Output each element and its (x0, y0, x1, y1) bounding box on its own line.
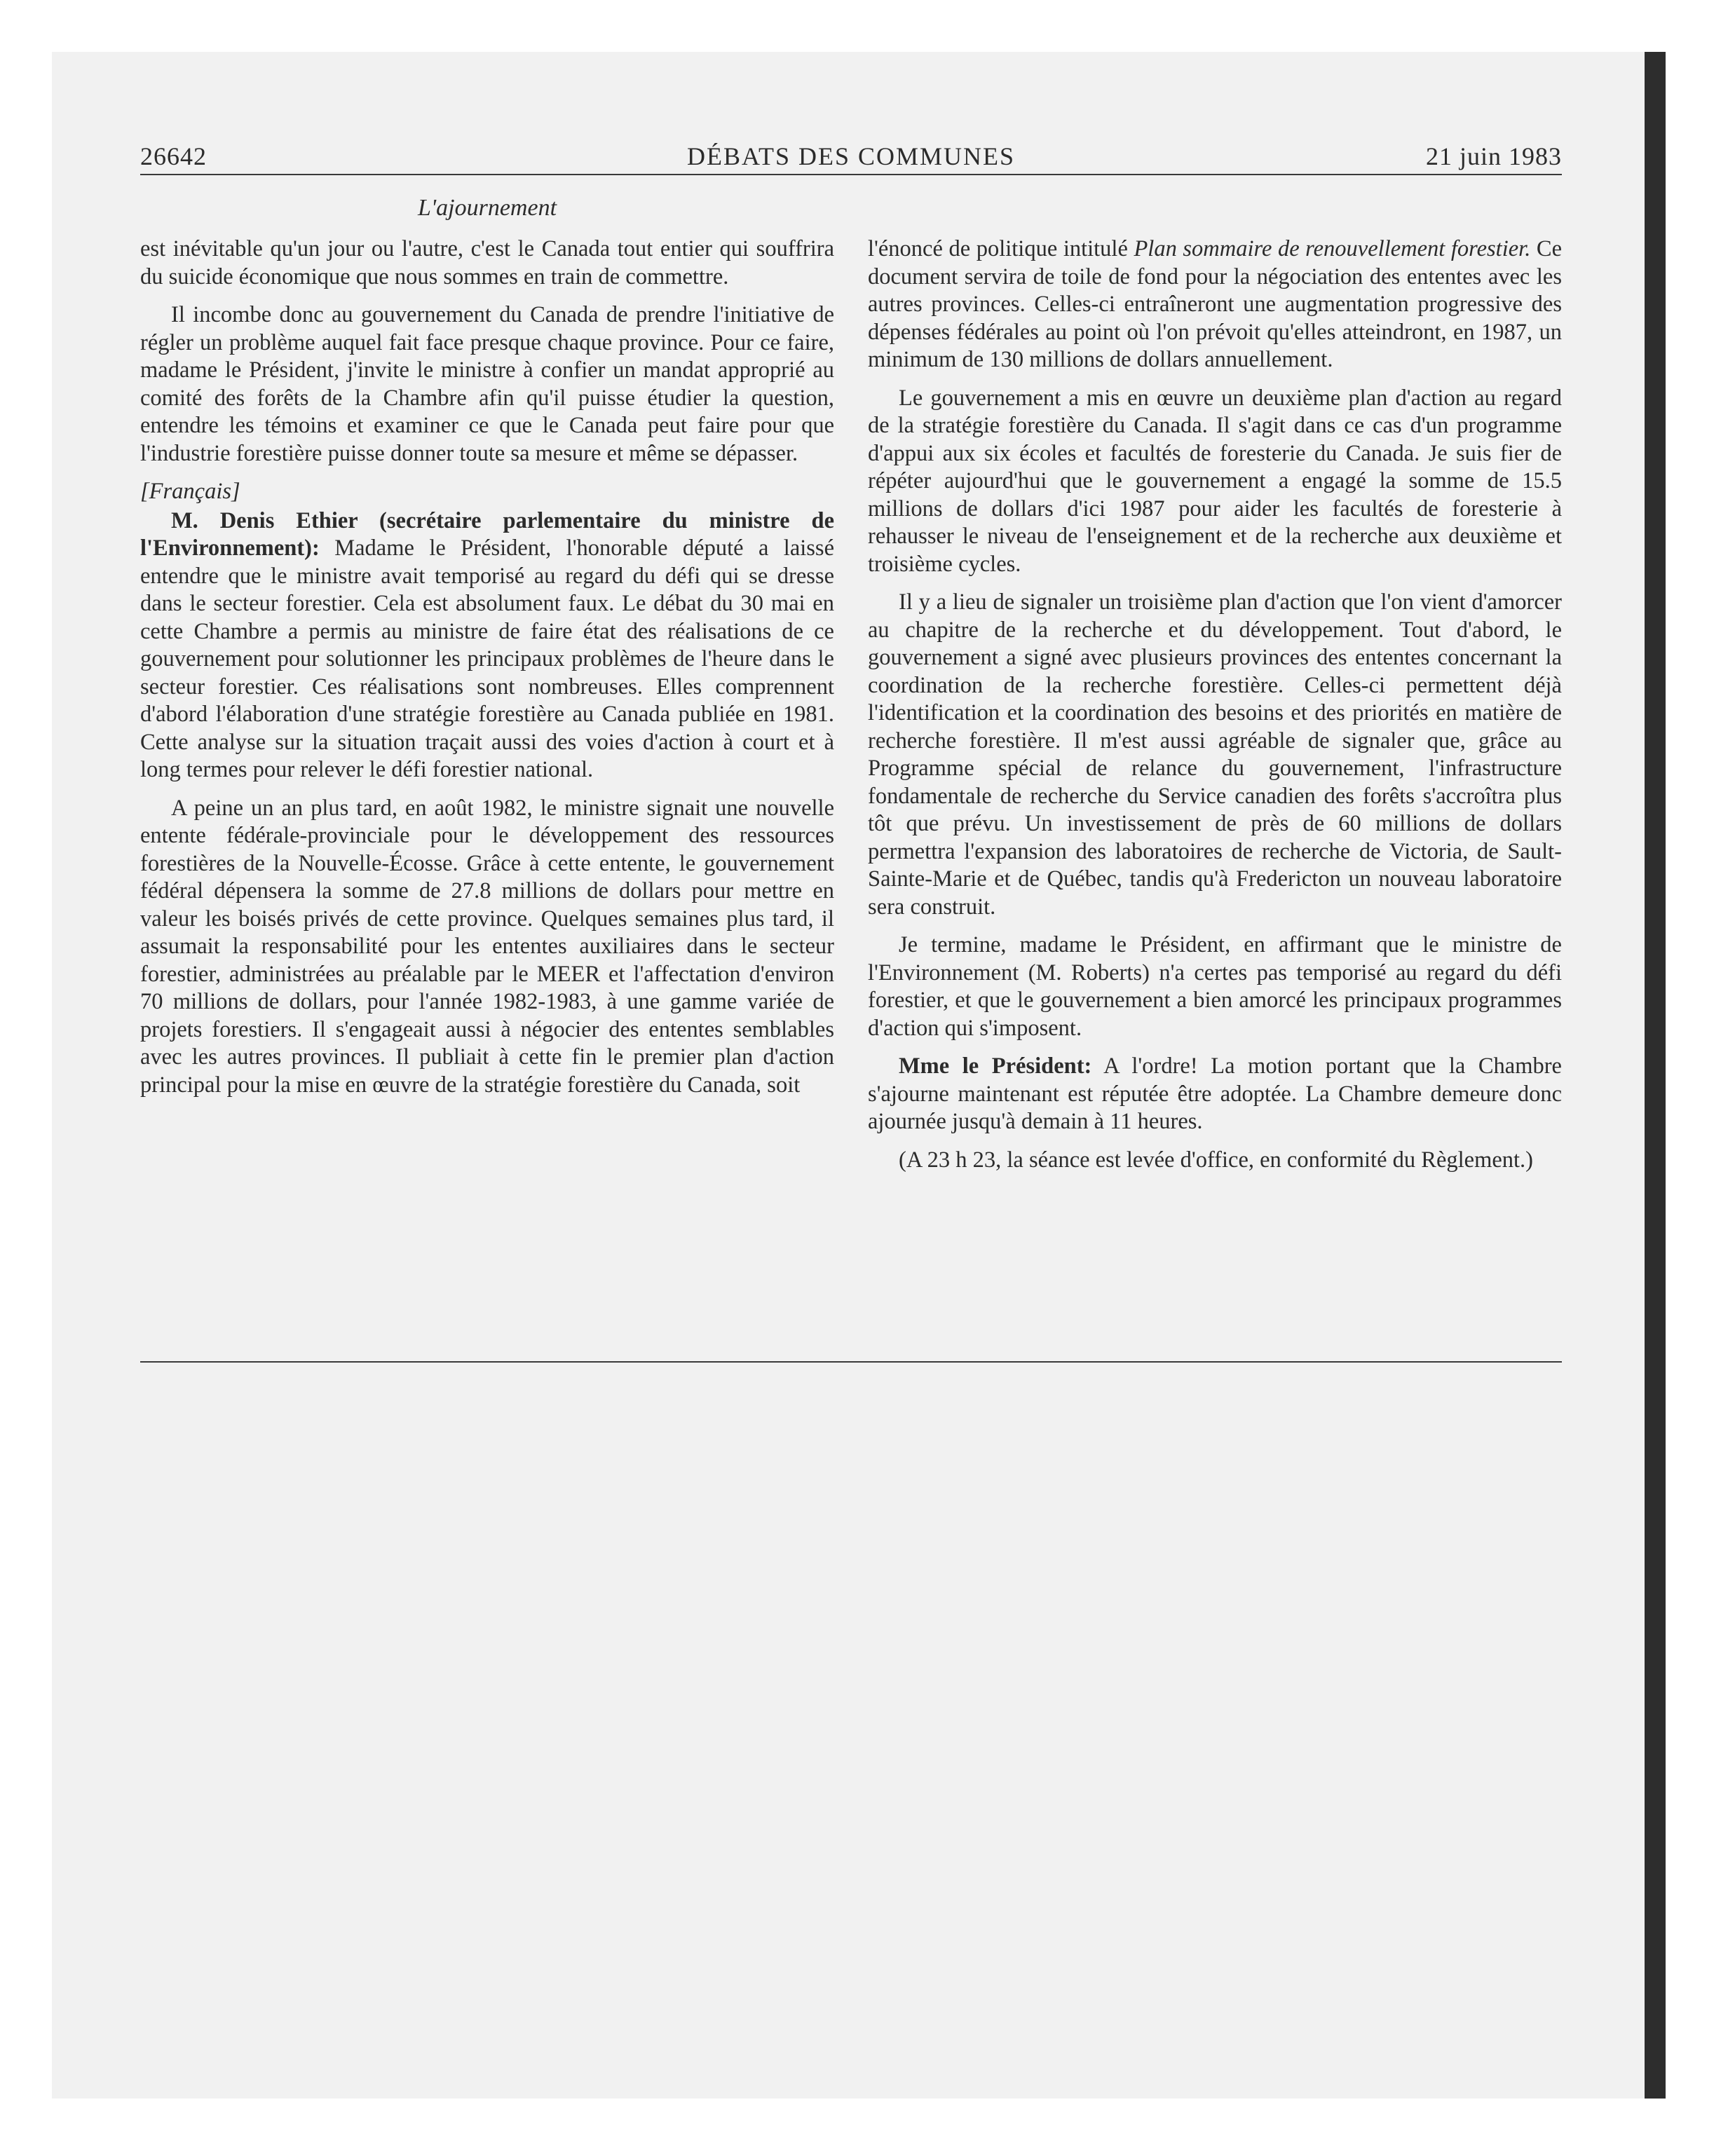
right-column (868, 236, 1562, 1185)
paragraph (140, 507, 834, 784)
paragraph: Le gouvernement a mis en œuvre un deuxième plan d'action au regard de la stratégie forestière du Canada. Il s'agit dans ce cas d'un programme d'appui aux six écoles et facultés de foresterie du Canada. Je suis fier de répéter aujourd'hui que le gouvernement a engagé la somme de 15.5 millions de dollars d'ici 1987 pour aider les facultés de foresterie à rehausser le niveau de l'enseignement et de la recherche aux deuxième et troisième cycles. (868, 385, 1562, 577)
paragraph (868, 236, 1562, 374)
paragraph (868, 1053, 1562, 1136)
text-run: Ce document servira de toile de fond pour la négociation des ententes avec les autres provinces. Celles-ci entraîneront une augmentation progressive des dépenses fédérales au point où l'on prévoit qu'elles atteindront, en 1987, un minimum de 130 millions de dollars annuellement. (868, 236, 1562, 372)
header-rule (140, 174, 1562, 175)
publication-title: DÉBATS DES COMMUNES (686, 142, 1016, 170)
bottom-rule (140, 1361, 1562, 1363)
speaker-name: M. Denis Ethier (secrétaire parlementaire du ministre de l'Environnement): (140, 507, 834, 561)
speaker-name: Mme le Président: (899, 1053, 1092, 1079)
paragraph: Il y a lieu de signaler un troisième plan d'action que l'on vient d'amorcer au chapitre de la recherche et du développement. Tout d'abord, le gouvernement a signé avec plusieurs provinces des ententes concernant la coordination de la recherche forestière. Celles-ci permettent déjà l'identification et la coordination des besoins et des priorités en matière de recherche forestière. Il m'est aussi agréable de signaler que, grâce au Programme spécial de relance du gouvernement, l'infrastructure fondamentale de recherche du Service canadien des forêts s'accroîtra plus tôt que prévu. Un investissement de près de 60 millions de dollars permettra l'expansion des laboratoires de recherche de Victoria, de Sault-Sainte-Marie et de Québec, tandis qu'à Fredericton un nouveau laboratoire sera construit. (868, 589, 1562, 920)
left-column (140, 236, 834, 1110)
paragraph: A peine un an plus tard, en août 1982, le ministre signait une nouvelle entente fédérale-provinciale pour le développement des ressources forestières de la Nouvelle-Écosse. Grâce à cette entente, le gouvernement fédéral dépensera la somme de 27.8 millions de dollars pour mettre en valeur les boisés privés de cette province. Quelques semaines plus tard, il assumait la responsabilité pour les ententes auxiliaires dans le secteur forestier, administrées au préalable par le MEER et l'affectation d'environ 70 millions de dollars, pour l'année 1982-1983, à une gamme variée de projets forestiers. Il s'engageait aussi à négocier des ententes semblables avec les autres provinces. Il publiait à cette fin le premier plan d'action principal pour la mise en œuvre de la stratégie forestière du Canada, soit (140, 795, 834, 1098)
paragraph: est inévitable qu'un jour ou l'autre, c'est le Canada tout entier qui souffrira du suicide économique que nous sommes en train de commettre. (140, 236, 834, 289)
page-date: 21 juin 1983 (1425, 142, 1562, 170)
speech-text: A l'ordre! La motion portant que la Chambre s'ajourne maintenant est réputée être adoptée. La Chambre demeure donc ajournée jusqu'à demain à 11 heures. (868, 1053, 1562, 1134)
document-title: Plan sommaire de renouvellement forestier. (1134, 236, 1531, 261)
paragraph: (A 23 h 23, la séance est levée d'office, en conformité du Règlement.) (899, 1147, 1534, 1173)
speech-text: Madame le Président, l'honorable député a laissé entendre que le ministre avait temporisé au regard du défi qui se dresse dans le secteur forestier. Cela est absolument faux. Le débat du 30 mai en cette Chambre a permis au ministre de faire état des réalisations de ce gouvernement pour solutionner les principaux problèmes de l'heure dans le secteur forestier. Ces réalisations sont nombreuses. Elles comprennent d'abord l'élaboration d'une stratégie forestière au Canada publiée en 1981. Cette analyse sur la situation traçait aussi des voies d'action à court et à long termes pour relever le défi forestier national. (140, 535, 834, 782)
text-run: l'énoncé de politique intitulé (868, 236, 1134, 261)
scan-edge-shadow (1645, 52, 1666, 2099)
paragraph: Il incombe donc au gouvernement du Canada de prendre l'initiative de régler un problème auquel fait face presque chaque province. Pour ce faire, madame le Président, j'invite le ministre à confier un mandat approprié au comité des forêts de la Chambre afin qu'il puisse étudier la question, entendre les témoins et examiner ce que le Canada peut faire pour que l'industrie forestière puisse donner toute sa mesure et même se dépasser. (140, 302, 834, 466)
section-title: L'ajournement (417, 195, 557, 221)
page-header (140, 139, 1562, 174)
paragraph: Je termine, madame le Président, en affirmant que le ministre de l'Environnement (M. Roberts) n'a certes pas temporisé au regard du défi forestier, et que le gouvernement a bien amorcé les principaux programmes d'action qui s'imposent. (868, 932, 1562, 1041)
language-tag: [Français] (140, 479, 240, 504)
page-number: 26642 (140, 142, 207, 170)
